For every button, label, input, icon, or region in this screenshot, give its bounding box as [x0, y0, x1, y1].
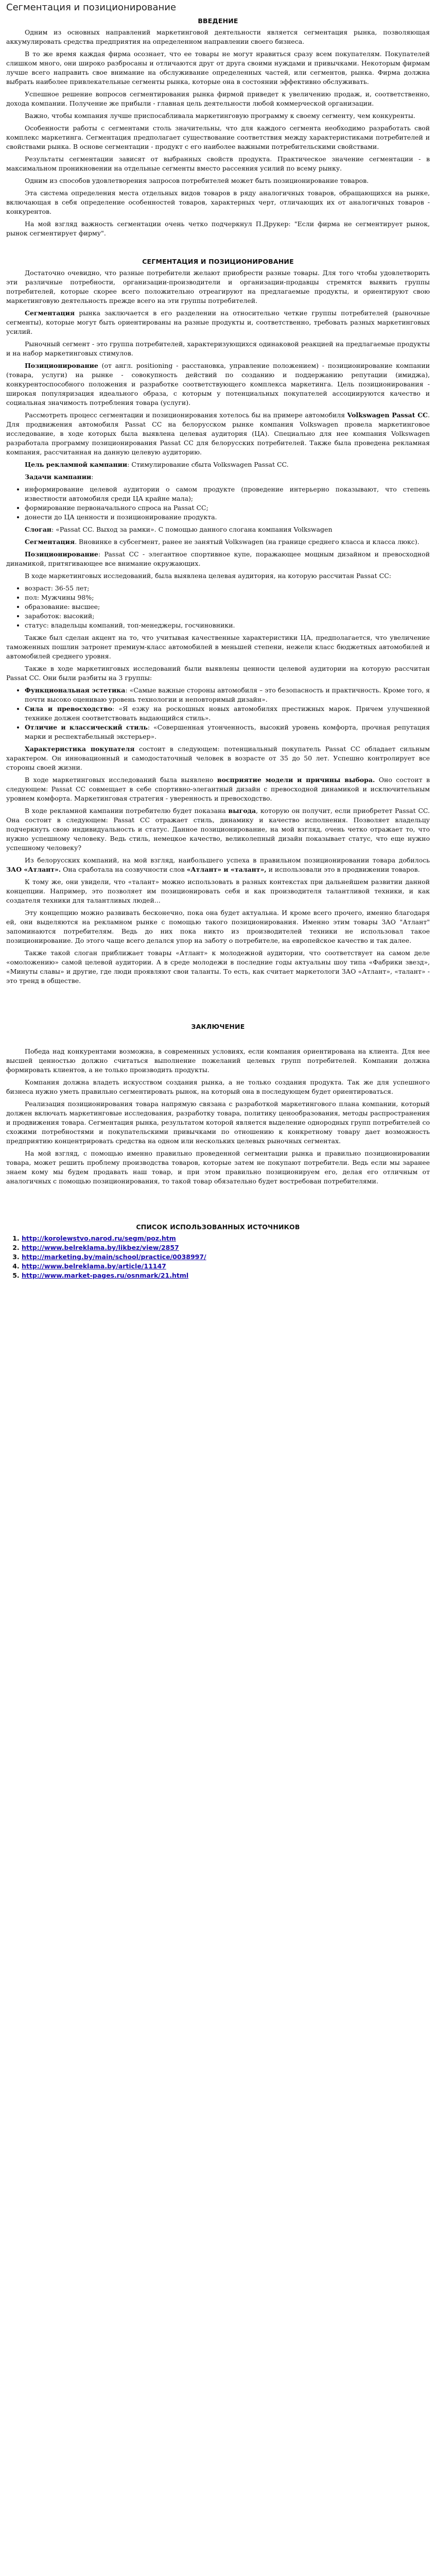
paragraph: В ходе маркетинговых исследований была выявлено восприятие модели и причины выбора. Оно состоит в следующем: Passat CC совмещает в себе спортивно-элегантный дизайн с превосходной динамикой и исключительным уровнем комфорта. Маркетинговая стратегия - уверенность и превосходство. [6, 776, 430, 802]
document-page [0, 0, 436, 1280]
paragraph: Рассмотреть процесс сегментации и позиционирования хотелось бы на примере автомобиля Volkswagen Passat CC. Для продвижения автомобиля Passat CC на белорусском рынке компания Volkswagen провела маркетинговое исследование, в ходе которых была выявлена целевая аудитория (ЦА). Специально для нее компания Volkswagen разработала программу позиционирования Passat CC для белорусских потребителей. Также была проведена рекламная компания, рассчитанная на данную целевую аудиторию. [6, 411, 430, 456]
paragraph: Также такой слоган приближает товары «Атлант» к молодежной аудитории, что соответствует на самом деле «омоложению» самой целевой аудитории. А в среде молодежи в последние годы актуальны шоу типа «Фабрики звезд», «Минуты славы» и другие, где люди проявляют свои таланты. То есть, как считает маркетологи ЗАО «Атлант», «талант» - это тренд в обществе. [6, 949, 430, 985]
list-item: • Сила и превосходство: «Я езжу на роскошных новых автомобилях престижных марок. Причем улучшенной технике должен соответствовать выдающийся стиль». [25, 704, 430, 723]
source-link[interactable]: http://www.belreklama.by/likbez/view/2857 [22, 1244, 179, 1251]
main-heading: СЕГМЕНТАЦИЯ И ПОЗИЦИОНИРОВАНИЕ [142, 258, 294, 265]
sources-list [6, 1234, 430, 1280]
list-item: • статус: владельцы компаний, топ-менеджеры, госчиновники. [25, 621, 430, 630]
sources-heading: СПИСОК ИСПОЛЬЗОВАННЫХ ИСТОЧНИКОВ [136, 1223, 300, 1231]
list-item: • заработок: высокий; [25, 612, 430, 621]
tasks-label: Задачи кампании: [25, 473, 94, 481]
source-link[interactable]: http://www.belreklama.by/article/11147 [22, 1262, 166, 1270]
paragraph: В ходе маркетинговых исследований, была выявлена целевая аудитория, на которую рассчитан Passat CC: [25, 572, 391, 580]
paragraph: Достаточно очевидно, что разные потребители желают приобрести разные товары. Для того чтобы удовлетворить эти различные потребности, организации-производители и организации-продавцы стремятся выявить группы потребителей, которые скорее всего положительно отреагируют на предлагаемые продукты, и ориентируют свою маркетинговую деятельность прежде всего на эти группы потребителей. [6, 269, 430, 304]
source-link[interactable]: http://www.market-pages.ru/osnmark/21.html [22, 1272, 189, 1279]
goal-line: Цель рекламной кампании: Стимулирование сбыта Volkswagen Passat CC. [25, 461, 289, 468]
source-item [22, 1271, 430, 1280]
paragraph: Одним из способов удовлетворения запросов потребителей может быть позиционирование товаров. [25, 177, 369, 184]
paragraph: Особенности работы с сегментами столь значительны, что для каждого сегмента необходимо разработать свой комплекс маркетинга. Сегментация предполагает существование соответствия между характеристиками потребителей и свойствами рынка. В основе сегментации - продукт с его наиболее важными потребительскими свойствами. [6, 124, 430, 150]
tasks-list [6, 485, 430, 522]
intro-heading: ВВЕДЕНИЕ [198, 17, 238, 25]
paragraph: Реализация позиционирования товара напрямую связана с разработкой маркетингового плана компании, который должен включать маркетинговые исследования, разработку товара, политику ценообразования, методы распространения и продвижения товара. Сегментация рынка, результатом которой является выделение однородных групп потребителей со схожими потребностями и покупательскими привычками по отношению к конкретному товару дает возможность предприятию концентрировать средства на одном или нескольких целевых рыночных сегментах. [6, 1100, 430, 1145]
document-title: Сегментация и позиционирование [6, 2, 177, 13]
paragraph: Сегментация рынка заключается в его разделении на относительно четкие группы потребителей (рыночные сегменты), которые могут быть ориентированы на разные продукты и, соответственно, требовать разных маркетинговых усилий. [6, 309, 430, 335]
paragraph: Одним из основных направлений маркетинговой деятельности является сегментация рынка, позволяющая аккумулировать средства предприятия на определенном направлении своего бизнеса. [6, 28, 430, 45]
segmentation-line: Сегментация. Вновинке в субсегмент, ранее не занятый Volkswagen (на границе среднего класса и класса люкс). [25, 538, 420, 546]
list-item: • донести до ЦА ценности и позиционирование продукта. [25, 513, 430, 522]
list-item: • Функциональная эстетика: «Самые важные стороны автомобиля – это безопасность и практичность. Кроме того, я почти высоко оцениваю уровень технологии и неповторимый дизайн». [25, 686, 430, 704]
list-item: • информирование целевой аудитории о самом продукте (проведение интерьерно показывают, что степень известности автомобиля среди ЦА крайне мала); [25, 485, 430, 503]
paragraph: Победа над конкурентами возможна, в современных условиях, если компания ориентирована на клиента. Для нее высшей ценностью должно считаться выполнение пожеланий целевых групп потребителей. Компании должна формировать клиентов, а не только производить продукты. [6, 1047, 430, 1074]
positioning-line: Позиционирование: Passat CC - элегантное спортивное купе, поражающее мощным дизайном и превосходной динамикой, притягивающее все внимание окружающих. [6, 550, 430, 567]
paragraph: Эта система определения места отдельных видов товаров в ряду аналогичных товаров, обращающихся на рынке, включающая в себя определение особенностей товаров, характерных черт, отличающих их от аналогичных товаров - конкурентов. [6, 189, 430, 215]
list-item: • образование: высшее; [25, 602, 430, 612]
paragraph: Также был сделан акцент на то, что учитывая качественные характеристики ЦА, предполагается, что увеличение таможенных пошлин затронет премиум-класс автомобилей в меньшей степени, нежели класс бюджетных автомобилей и автомобилей среднего уровня. [6, 634, 430, 660]
paragraph: На мой взгляд, с помощью именно правильно проведенной сегментации рынка и правильно позиционировании товара, может решить проблему производства товаров, которые затем не покупают потребители. Ведь если мы заранее знаем кому мы будем продавать наш товар, и при этом правильно позиционируем его, делая его отличным от аналогичных с помощью позиционирования, то такой товар обязательно будет востребован потребителями. [6, 1149, 430, 1185]
source-item [22, 1243, 430, 1252]
paragraph: Позиционирование (от англ. positioning - расстановка, управление положением) - позиционирование компании (товара, услуги) на рынке - совокупность действий по созданию и поддержанию репутации (имиджа), конкурентоспособного положения и разработке соответствующего комплекса маркетинга. Цель позиционирования - широкая популяризация идеального образа, с которым у потенциальных покупателей ассоциируются качество и социальная значимость потребления товара (услуги). [6, 362, 430, 406]
paragraph: Эту концепцию можно развивать бесконечно, пока она будет актуальна. И кроме всего прочего, именно благодаря ей, они выделяются на рекламном рынке с помощью такого позиционирования. Именно этим товары ЗАО "Атлант" запоминаются потребителям. Ведь до них пока никто из производителей техники не использовал такое позиционирование. До этого чаще всего делался упор на заботу о потребителе, на европейское качество и так далее. [6, 909, 430, 944]
list-item: • пол: Мужчины 98%; [25, 593, 430, 602]
list-item: • возраст: 36-55 лет; [25, 584, 430, 593]
paragraph: Из белорусских компаний, на мой взгляд, наибольшего успеха в правильном позиционировании товара добилось ЗАО «Атлант». Она сработала на созвучности слов «Атлант» и «талант», и использовали это в продвижении товаров. [6, 856, 430, 873]
paragraph: Также в ходе маркетинговых исследований были выявлены ценности целевой аудитории на которую рассчитан Passat CC. Они были разбиты на 3 группы: [6, 665, 430, 682]
slogan-line: Слоган: «Passat CC. Выход за рамки». С помощью данного слогана компания Volkswagen [25, 526, 333, 533]
source-item [22, 1252, 430, 1262]
source-link[interactable]: http://korolewstvo.narod.ru/segm/poz.htm [22, 1234, 176, 1242]
intro-section [6, 28, 430, 238]
term: Сегментация [25, 309, 75, 317]
term: Позиционирование [25, 362, 98, 369]
source-item [22, 1262, 430, 1271]
paragraph: Рыночный сегмент - это группа потребителей, характеризующихся одинаковой реакцией на предлагаемые продукты и на набор маркетинговых стимулов. [6, 340, 430, 357]
values-list [6, 686, 430, 741]
paragraph: Характеристика покупателя состоит в следующем: потенциальный покупатель Passat CC обладает сильным характером. Он инновационный и самодостаточный человек в возрасте от 35 до 50 лет. Успешно контролирует все стороны своей жизни. [6, 745, 430, 771]
paragraph: Важно, чтобы компания лучше приспосабливала маркетинговую программу к своему сегменту, чем конкуренты. [25, 112, 415, 120]
list-item: • Отличие и классический стиль: «Совершенная утонченность, высокий уровень комфорта, прочная репутация марки и респектабельный экстерьер». [25, 723, 430, 741]
list-item: • формирование первоначального спроса на Passat CC; [25, 503, 430, 513]
paragraph: Успешное решение вопросов сегментирования рынка фирмой приведет к увеличению продаж, и, соответственно, дохода компании. Получение же прибыли - главная цель деятельности любой коммерческой организации. [6, 90, 430, 107]
paragraph: В то же время каждая фирма осознает, что ее товары не могут нравиться сразу всем покупателям. Покупателей слишком много, они широко разбросаны и отличаются друг от друга своими нуждами и привычками. Некоторым фирмам лучше всего направить свое внимание на обслуживание определенных частей, или сегментов, рынка. Фирма должна выбрать наиболее привлекательные сегменты рынка, которые она в состоянии эффективно обслуживать. [6, 50, 430, 86]
paragraph: На мой взгляд важность сегментации очень четко подчеркнул П.Друкер: "Если фирма не сегментирует рынок, рынок сегментирует фирму". [6, 220, 430, 237]
conclusion-section [6, 1047, 430, 1186]
paragraph: Результаты сегментации зависят от выбранных свойств продукта. Практическое значение сегментации - в максимальном проникновении на отдельные сегменты вместо рассеяния усилий по всему рынку. [6, 155, 430, 172]
paragraph: К тому же, они увидели, что «талант» можно использовать в разных контекстах при дальнейшем развитии данной концепции. Например, это позволяет им позиционировать себя и как производителя талантливой техники, и как создателя техники для талантливых людей... [6, 878, 430, 904]
source-item [22, 1234, 430, 1243]
paragraph: В ходе рекламной кампании потребителю будет показана выгода, которую он получит, если приобретет Passat CC. Она состоит в следующем: Passat CC отражает стиль, динамику и качество исполнения. Позволяет владельцу подчеркнуть свою индивидуальность и статус. Данное позиционирование, на мой взгляд, очень четко отражает то, что нужно успешному человеку. Ведь стиль, немецкое качество, великолепный дизайн показывает статус, что еще нужно успешному человеку? [6, 807, 430, 852]
source-link[interactable]: http://marketing.by/main/school/practice/0038997/ [22, 1253, 206, 1261]
paragraph: Компания должна владеть искусством создания рынка, а не только создания продукта. Так же для успешного бизнеса нужно уметь правильно сегментировать рынок, на который она в последующем будет ориентироваться. [6, 1078, 430, 1095]
conclusion-heading: ЗАКЛЮЧЕНИЕ [191, 1023, 245, 1030]
audience-list [6, 584, 430, 630]
